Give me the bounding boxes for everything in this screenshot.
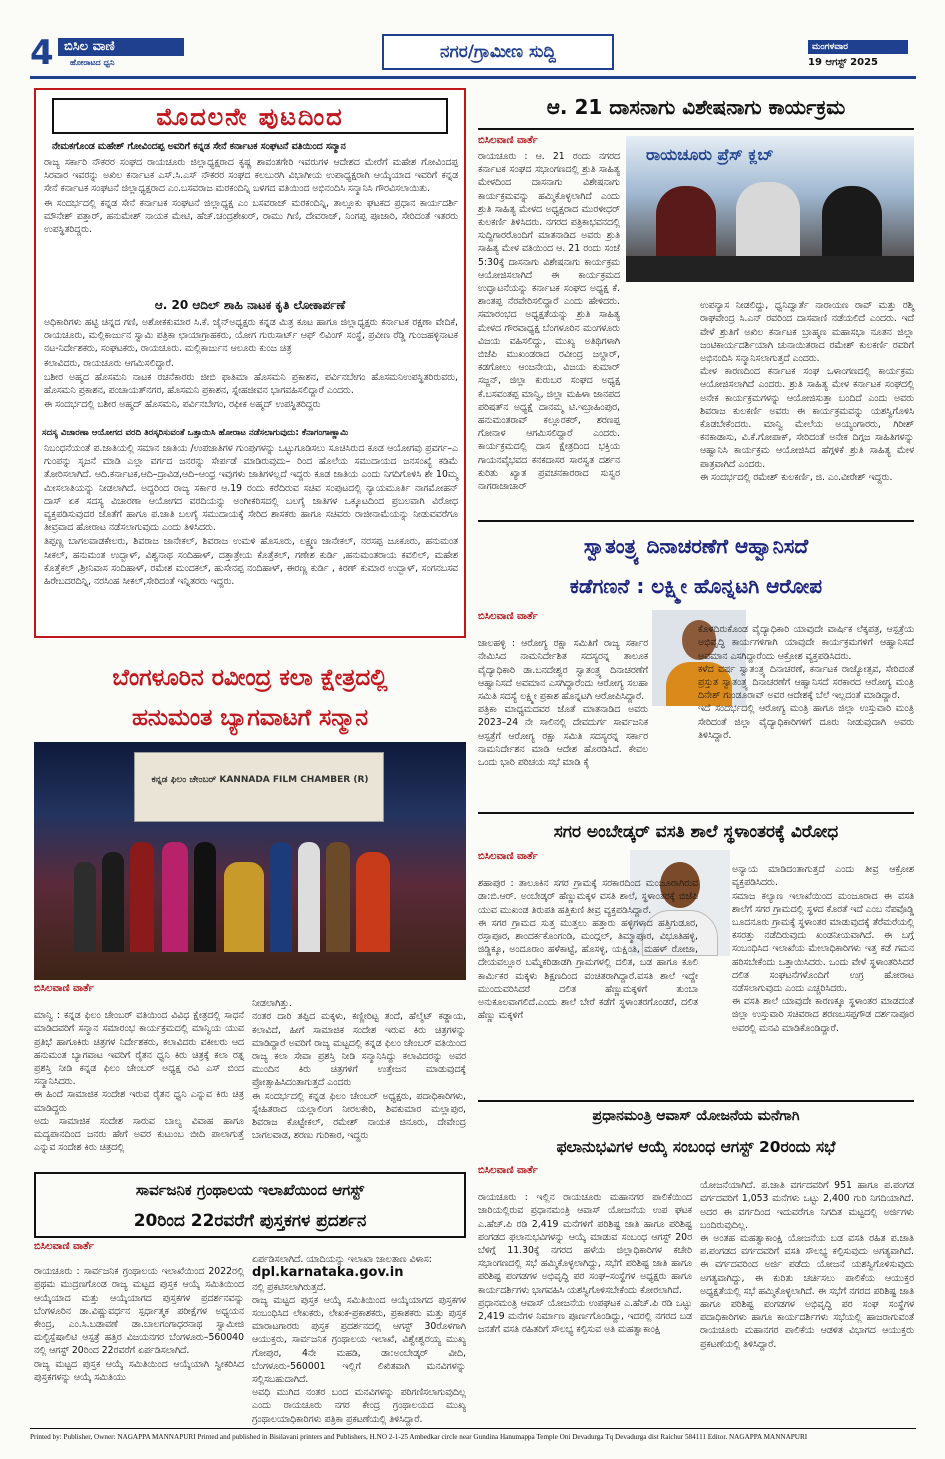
person [326,842,350,952]
story1-body [44,156,458,296]
section-banner [382,34,614,70]
person [102,852,124,952]
headline-line: ಕಡೆಗಣನೆ : ಲಕ್ಷ್ಮೀ ಹೊನ್ನಟಗಿ ಆರೋಪ [569,574,823,598]
right-top-kicker: ಬಿಸಿಲವಾಣಿ ವಾರ್ತೆ [478,135,538,146]
story1-paragraph: ರಾಜ್ಯ ಸರ್ಕಾರಿ ನೌಕರರ ಸಂಘದ ರಾಯಚೂರು ಜಿಲ್ಲಾಧ್ಯಕ್ಷರಾದ ಕೃಷ್ಣ ಶಾವಂತಗೇರಿ ಇವರುಗಳ ಆದೇಶದ ಮೇರೆಗೆ ಮಹೇಶ ಗೋವಿಂದಪ್ಪ ಸಿರವಾರ ಇವರನ್ನು ಅಖಿಲ ಕರ್ನಾಟಕ ಎಸ್.ಸಿ.ಎಸ್ ನೌಕರರ ಸಂಘದ ಕಲಬುರಗಿ ವಿಭಾಗೀಯ ಉಪಾಧ್ಯಕ್ಷರಾಗಿ ಆಯ್ಕೆಯಾದ ಇವರಿಗೆ ಕನ್ನಡ ಸೇನೆ ಕರ್ನಾಟಕ ಸಂಘಟನೆ ಜಿಲ್ಲಾಧ್ಯಕ್ಷರಾದ ಎಂ.ಬಸವರಾಜ ಮರಕಂದಿನ್ನಿ ಬಳಗದ ವತಿಯಿಂದ ಅಭಿನಂದಿಸಿ ಸನ್ಮಾನಿಸಿ ಗೌರವಿಸಲಾಯಿತು. [44,157,458,195]
story3-paragraph: ತಿಪ್ಪಣ್ಣ ಬಾಗಲವಾಡಕೇಲರು, ಶಿವರಾಜ ಜಾನೇಕಲ್, ಶಿವರಾಜ ಉಮಳಿ ಹೊಸೂರು, ಲಕ್ಷ್ಮಣ ಜಾನೇಕಲ್, ನರಸಪ್ಪ ಜೂಕೂರು, ಹನುಮಂತ ಸೀಕಲ್, ಹನುಮಂತ ಉದ್ಬಾಳ್, ವಿಶ್ವನಾಥ ಸಂದಿಹಾಳ್, ದತ್ತಾತ್ರೇಯ ಕೊತ್ತೆಕಲ್, ಗಣೇಶ ಕುರ್ಡಿ ,ಹನುಮಂತರಾಯ ಕವಲಿಲ್, ಮಹೇಶ ಕೊತ್ತೆಕಲ್ ,ಶ್ರೀನಿವಾಸ ಸಂದಿಹಾಳ್, ರಮೇಶ ಮಂದಕಲ್, ಹುಸೇನಪ್ಪ ನಂದಿಹಾಳ್, ಈರಣ್ಣ ಕುರ್ಡಿ , ಕಿರಣ್ ಕುಮಾರ ಉದ್ಬಾಳ್, ಸಂಗನಬಸವ ಹಿರೇಬದರದಿನ್ನಿ, ನರಸಿಂಹ ಸೀಕಲ್,ಸೇರಿದಂತೆ ಇನ್ನಿತರರು ಇದ್ದರು. [44,536,458,588]
divider [478,128,914,130]
left-top-story-box [34,88,466,638]
right-bottom-headline-2: ಫಲಾನುಭವಿಗಳ ಆಯ್ಕೆ ಸಂಬಂಧ ಆಗಸ್ಟ್ 20ರಂದು ಸಭೆ [556,1138,836,1156]
banner-text: ಕನ್ನಡ ಫಿಲಂ ಚೇಂಬರ್ KANNADA FILM CHAMBER (R) [151,775,369,785]
story3-headline: ಸದಸ್ಯ ವಿಚಾರಣಾ ಆಯೋಗದ ವರದಿ ತಿರಸ್ಕರಿಸುವಂತೆ ಒತ್ತಾಯಿಸಿ ಹೋರಾಟ ನಡೆಸಲಾಗುವುದು: ಕೆನಾಗಂಗಾಣ್ಣಾಮಿ [42,428,349,438]
press-meet-photo [626,136,914,282]
masthead-rule [30,76,916,79]
left-bottom-kicker: ಬಿಸಿಲವಾಣಿ ವಾರ್ತೆ [34,1241,94,1252]
section-title: ನಗರ/ಗ್ರಾಮೀಣ ಸುದ್ದಿ [440,42,556,62]
headline-line: 20ರಿಂದ 22ರವರೆಗೆ ಪುಸ್ತಕಗಳ ಪ್ರದರ್ಶನ [133,1211,367,1231]
left-bottom-headline-box [34,1172,466,1238]
story2-headline: ಆ. 20 ಆದಿಲ್ ಶಾಹಿ ನಾಟಕ ಕೃತಿ ಲೋಕಾರ್ಪಣೆ [154,298,346,312]
right-top-col-left: ರಾಯಚೂರು : ಆ. 21 ರಂದು ನಗರದ ಕರ್ನಾಟಕ ಸಂಘದ ಸಭಾಂಗಣದಲ್ಲಿ ಶ್ರುತಿ ಸಾಹಿತ್ಯ ಮೇಳದಿಂದ ದಾಸನಾಗು ವಿಶೇಷನಾಗು ಕಾರ್ಯಕ್ರಮವನ್ನು ಹಮ್ಮಿಕೊಳ್ಳಲಾಗಿದೆ ಎಂದು ಶ್ರುತಿ ಸಾಹಿತ್ಯ ಮೇಳದ ಅಧ್ಯಕ್ಷರಾದ ಮುರಳೀಧರ್ ಕುಲಕರ್ಣಿ ತಿಳಿಸಿದರು. ನಗರದ ಪತ್ರಿಕಾಭವನದಲ್ಲಿ ಸುದ್ದಿಗಾರರೊಂದಿಗೆ ಮಾತನಾಡಿದ ಅವರು ಶ್ರುತಿ ಸಾಹಿತ್ಯ ಮೇಳ ವತಿಯಿಂದ ಆ. 21 ರಂದು ಸಂಜೆ 5:30ಕ್ಕೆ ದಾಸನಾಗು ವಿಶೇಷನಾಗು ಕಾರ್ಯಕ್ರಮ ಆಯೋಜಿಸಲಾಗಿದೆ ಈ ಕಾರ್ಯಕ್ರಮದ ಉದ್ಘಾಟನೆಯನ್ನು ಕರ್ನಾಟಕ ಸಂಘದ ಅಧ್ಯಕ್ಷ ಕೆ. ಶಾಂತಪ್ಪ ನೆರವೇರಿಸಲಿದ್ದಾರೆ ಎಂದು ಹೇಳಿದರು. ಸಮಾರಂಭದ ಅಧ್ಯಕ್ಷತೆಯನ್ನು ಶ್ರುತಿ ಸಾಹಿತ್ಯ ಮೇಳದ ಗೌರವಾಧ್ಯಕ್ಷ ಬೆಂಗಳೂರಿನ ಮಂಗಳೂರು ವಿಜಯ ವಹಿಸಲಿದ್ದು, ಮುಖ್ಯ ಅತಿಥಿಗಳಾಗಿ ಬಿಜೆಪಿ ಮುಖಂಡರಾದ ರವೀಂದ್ರ ಜಲ್ದಾರ್, ಕಡಗೋಲು ಆಂಜನೇಯ, ವಿಜಯ ಕುಮಾರ್ ಸಜ್ಜನ್, ಜಿಲ್ಲಾ ಕುರುಬರ ಸಂಘದ ಅಧ್ಯಕ್ಷ ಕೆ.ಬಸವಂತಪ್ಪ ಮಾನ್ವಿ, ಜಿಲ್ಲಾ ಮಹಿಳಾ ಜಾನಪದ ಪರಿಷತ್‌ನ ಅಧ್ಯಕ್ಷೆ ದಾನಮ್ಮ ಟಿ.ಇಬ್ರಾಹಿಂಪುರ, ಹನುಮಂತರಾವ್ ಕಲ್ಲೂರಕರ್, ಶರಣಪ್ಪ ಗೋನಾಳ ಆಗಮಿಸಲಿದ್ದಾರೆ ಎಂದರು. ಕಾರ್ಯಕ್ರಮದಲ್ಲಿ ದಾಸ ಕ್ಷೇತ್ರದಿಂದ ಭಕ್ತಿಯ ಗಾಯನವೈಭವದ ಕನಕದಾಸರ ಸಾರಸ್ವತ ದರ್ಶನ ಕುರಿತು ಖ್ಯಾತ ಪ್ರವಚನಕಾರರಾದ ಸುಸ್ವರ ನಾಗರಾಜಾಚಾರ್ [478,151,620,493]
person [130,842,154,952]
story2-paragraph: ಈ ಸಂದರ್ಭದಲ್ಲಿ ಬಶೀರ ಅಹ್ಮದ್ ಹೊಸಮನಿ, ಪರ್ವಿನಬೇಗಂ, ರಫೀಕ ಅಹ್ಮದ್ ಉಪಸ್ಥಿತರಿದ್ದರು [44,399,321,411]
person [194,842,216,952]
right-lower-col-right: ಅನ್ಯಾಯ ಮಾಡಿದಂತಾಗುತ್ತದೆ ಎಂದು ತೀವ್ರ ಆಕ್ರೋಶ ವ್ಯಕ್ತಪಡಿಸಿದರು. ಸಮಾಜ ಕಲ್ಯಾಣ ಇಲಾಖೆಯಿಂದ ಮಂಜೂರಾದ ಈ ವಸತಿ ಶಾಲೆಗೆ ಸಗರ ಗ್ರಾಮದಲ್ಲಿ ಸ್ಥಳದ ಕೊರತೆ ಇದೆ ಎಂಬ ನೆಪವೊಡ್ಡಿ ಬೂದನೂರು ಗ್ರಾಮಕ್ಕೆ ಸ್ಥಳಾಂತರ ಮಾಡುವುದಕ್ಕೆ ತೆರೆಮರೆಯಲ್ಲಿ ಕಸರತ್ತು ನಡೆದಿರುವುದು ಖಂಡನೀಯವಾಗಿದೆ. ಈ ಬಗ್ಗೆ ಸಂಬಂಧಿಸಿದ ಇಲಾಖೆಯ ಮೇಲಾಧಿಕಾರಿಗಳು ಇತ್ತ ಕಡೆ ಗಮನ ಹರಿಸಬೇಕೆಂದು ಒತ್ತಾಯಿಸಿದರು. ಒಂದು ವೇಳೆ ಸ್ಥಳಾಂತರಿಸಿದರೆ ದಲಿತ ಸಂಘಟನೆಗಳೊಂದಿಗೆ ಉಗ್ರ ಹೋರಾಟ ನಡೆಸಲಾಗುವುದು ಎಂದು ಎಚ್ಚರಿಸಿದರು. ಈ ವಸತಿ ಶಾಲೆ ಯಾವುದೇ ಕಾರಣಕ್ಕೂ ಸ್ಥಳಾಂತರ ಮಾಡದಂತೆ ಜಿಲ್ಲಾ ಉಸ್ತುವಾರಿ ಸಚಿವರಾದ ಶರಣಬಸಪ್ಪಗೌಡ ದರ್ಶನಾಪೂರ ಅವರಲ್ಲಿ ಮನವಿ ಮಾಡಿಕೊಂಡಿದ್ದಾರೆ. [732,864,914,1034]
story3-body [44,442,458,634]
page-number: 4 [30,33,54,73]
person [356,852,390,952]
right-lower-headline: ಸಗರ ಅಂಬೇಡ್ಕರ್ ವಸತಿ ಶಾಲೆ ಸ್ಥಳಾಂತರಕ್ಕೆ ವಿರೋಧ [553,822,839,842]
person [224,862,264,952]
masthead [0,0,945,80]
left-mid-col1: ಮಾನ್ವಿ : ಕನ್ನಡ ಫಿಲಂ ಚೇಂಬರ್ ವತಿಯಿಂದ ವಿವಿಧ ಕ್ಷೇತ್ರದಲ್ಲಿ ಸಾಧನೆ ಮಾಡಿದವರಿಗೆ ಸನ್ಮಾನ ಸಮಾರಂಭ ಕಾರ್ಯಕ್ರಮದಲ್ಲಿ ಮಾನ್ವಿಯ ಯುವ ಪ್ರತಿಭೆ ಹಾಗೂಕಿರು ಚಿತ್ರಗಳ ನಿರ್ದೇಶಕರು, ಕಲಾವಿದರು ವಕೀಲರು ಆದ ಹನುಮಂತ ಬ್ಯಾಗವಾಟ ಇವರಿಗೆ ರೈತನ ಧ್ವನಿ ಕಿರು ಚಿತ್ರಕ್ಕೆ ಕಲಾ ರತ್ನ ಪ್ರಶಸ್ತಿ ನೀಡಿ ಕನ್ನಡ ಫಿಲಂ ಚೇಂಬರ್ ಅಧ್ಯಕ್ಷ ರವಿ ಎಸ್ ಬಿಂದ ಸನ್ಮಾನಿಸಿದರು. ಈ ಹಿಂದೆ ಸಾಮಾಜಿಕ ಸಂದೇಶ ಇರುವ ರೈತನ ಧ್ವನಿ ಎನ್ನುವ ಕಿರು ಚಿತ್ರ ಮಾಡಿದ್ದರು ಅದು ಸಾಮಾಜಿಕ ಸಂದೇಶ ಸಾರುವ ಬಾಲ್ಯ ವಿವಾಹ ಹಾಗೂ ಮದ್ಯಪಾನದಿಂದ ಜನರು ಹೇಗೆ ಅವರ ಕುಟುಂಬ ಬೀದಿ ಪಾಲಾಗುತ್ತೆ ಎನ್ನುವ ಸಂದೇಶ ಕಿರು ಚಿತ್ರದಲ್ಲಿ [34,1010,244,1154]
stage-banner [134,752,384,822]
paper-name: ಬಿಸಿಲ ವಾಣಿ [58,38,184,56]
masthead-logo-block [30,33,185,73]
story1-headline: ನೇಮಕಗೊಂಡ ಮಹೇಶ್ ಗೋವಿಂದಪ್ಪ ಅವರಿಗೆ ಕನ್ನಡ ಸೇನೆ ಕರ್ನಾಟಕ ಸಂಘಟನೆ ವತಿಯಿಂದ ಸನ್ಮಾನ [52,141,346,152]
right-bottom-kicker: ಬಿಸಿಲವಾಣಿ ವಾರ್ತೆ [478,1165,538,1176]
issue-date: 19 ಆಗಸ್ಟ್ 2025 [808,57,878,68]
table [626,256,914,282]
right-bottom-col-right: ಯೋಜನೆಯಾಗಿದೆ. ಪ.ಜಾತಿ ವರ್ಗದವರಿಗೆ 951 ಹಾಗೂ ಪ.ಪಂಗಡ ವರ್ಗದವರಿಗೆ 1,053 ಮನೆಗಳು ಒಟ್ಟು 2,400 ಗುರಿ ನಿಗದಿಯಾಗಿದೆ. ಅದರ ಈ ವರ್ಗದಿಂದ ಇದುವರೆಗೂ ನಿಗದಿತ ಮಟ್ಟದಲ್ಲಿ ಅರ್ಜಿಗಳು ಬಂದಿರುವುದಿಲ್ಲ. ಈ ಅಂತಹ ಮಹತ್ವಾಕಾಂಕ್ಷಿ ಯೋಜನೆಯ ಬಡ ವಸತಿ ರಹಿತ ಪ.ಜಾತಿ ಪ.ಪಂಗಡದ ವರ್ಗದವರಿಗೆ ವಸತಿ ಸೌಲಭ್ಯ ಕಲ್ಪಿಸುವುದು ಅಗತ್ಯವಾಗಿದೆ. ಈ ವರ್ಗದವರಿಂದ ಅರ್ಜಿ ಪಡೆದು ಯೋಜನೆ ಯಶಸ್ವಿಗೊಳಿಸುವುದು ಅಗತ್ಯವಾಗಿದ್ದು, ಈ ಕುರಿತು ಚರ್ಚಿಸಲು ಪಾಲಿಕೆಯ ಆಯುಕ್ತರ ಅಧ್ಯಕ್ಷತೆಯಲ್ಲಿ ಸಭೆ ಹಮ್ಮಿಕೊಳ್ಳಲಾಗಿದೆ. ಈ ಸಭೆಗೆ ನಗರದ ಪರಿಶಿಷ್ಟ ಜಾತಿ ಹಾಗೂ ಪರಿಶಿಷ್ಟ ಪಂಗಡಗಳ ಅಭಿವೃದ್ಧಿ ಪರ ಸಂಘ ಸಂಸ್ಥೆಗಳ ಪದಾಧಿಕಾರಿಗಳು ಹಾಗೂ ಕಾರ್ಯದರ್ಶಿಗಳು ಸಭೆಯಲ್ಲಿ ಹಾಜರಾಗುವಂತೆ ರಾಯಚೂರು ಮಹಾನಗರ ಪಾಲಿಕೆಯ ಆಡಳಿತ ವಿಭಾಗದ ಆಯುಕ್ತರು ಪ್ರಕಟಣೆಯಲ್ಲಿ ತಿಳಿಸಿದ್ದಾರೆ. [700,1180,914,1350]
left-mid-headline [34,660,466,736]
headline-line: ಸಾರ್ವಜನಿಕ ಗ್ರಂಥಾಲಯ ಇಲಾಖೆಯಿಂದ ಆಗಸ್ಟ್ [135,1181,365,1199]
right-top-col-right: ಉಪನ್ಯಾಸ ನೀಡಲಿದ್ದು, ಧ್ವನಿದ್ವಾರ್ತೆ ನಾರಾಯಣ ರಾವ್ ಮತ್ತು ರಶ್ಮಿ ರಾಘವೇಂದ್ರ ಸಿ.ಎನ್ ರವರಿಂದ ದಾಸವಾಣಿ ನಡೆಯಲಿದೆ ಎಂದರು. ಇದೆ ವೇಳೆ ಶ್ರುತಿಗೆ ಅಖಿಲ ಕರ್ನಾಟಕ ಬ್ರಾಹ್ಮಣ ಮಹಾಸಭಾ ನೂತನ ಜಿಲ್ಲಾ ಜಂಟಿಕಾರ್ಯದರ್ಶಿಯಾಗಿ ಚುನಾಯಿತರಾದ ರಮೇಶ್ ಕುಲಕರ್ಣಿ ರವರಿಗೆ ಅಭಿನಂದಿಸಿ ಸನ್ಮಾನಿಸಲಾಗುತ್ತದೆ ಎಂದರು. ಮೇಳ ಕಾರಣದಿಂದ ಕರ್ನಾಟಕ ಸಂಘ ಒಳಾಂಗಣದಲ್ಲಿ ಕಾರ್ಯಕ್ರಮ ಆಯೋಜಿಸಲಾಗಿದೆ ಎಂದರು. ಶ್ರುತಿ ಸಾಹಿತ್ಯ ಮೇಳ ಕರ್ನಾಟಕ ಸಂಘದಲ್ಲಿ ಅನೇಕ ಕಾರ್ಯಕ್ರಮಗಳನ್ನು ಆಯೋಜಿಸುತ್ತಾ ಬಂದಿದೆ ಎಂದು ಅವರು ಶಿವರಾಜ ಕುಲಕರ್ಣಿ ಅವರು ಈ ಕಾರ್ಯಕ್ರಮವನ್ನು ಯಶಸ್ವಿಗೊಳಿಸಿ ಕೊಡಬೇಕೆಂದರು. ಮಾನ್ವಿ ಮೇಲೆಯ ಅಯ್ಯಂಗಾರರು, ಗಿರೀಶ್ ಕನಕಾಡಾಸು, ವಿ.ಕೆ.ಗೋಪಾಕ್, ಸೇರಿದಂತೆ ಅನೇಕ ದಿಗ್ಗಜ ಸಾಹಿತಿಗಳನ್ನು ಆಹ್ವಾನಿಸಿ ಕಾರ್ಯಕ್ರಮ ಆಯೋಜಿಸಿದ ಹೆಗ್ಗಳಿಕೆ ಶ್ರುತಿ ಸಾಹಿತ್ಯ ಮೇಳ ಪಾತ್ರವಾಗಿದೆ ಎಂದರು. ಈ ಸಂದರ್ಭದಲ್ಲಿ ರಮೇಶ್ ಕುಲಕರ್ಣಿ, ಜಿ. ಎಂ.ವೀರೇಶ್ ಇದ್ದರು. [700,300,914,483]
divider [478,1100,914,1102]
right-lower-kicker: ಬಿಸಿಲವಾಣಿ ವಾರ್ತೆ [478,851,538,862]
headline-line: ಬೆಂಗಳೂರಿನ ರವೀಂದ್ರ ಕಲಾ ಕ್ಷೇತ್ರದಲ್ಲಿ [112,665,388,691]
left-bottom-col2: ಏರ್ಪಡಿಸಲಾಗಿದೆ. ಯಾದಿಯನ್ನು ಇಲಾಖಾ ಜಾಲತಾಣ ವಿಳಾಸ: dpl.karnataka.gov.in ನಲ್ಲಿ ಪ್ರಕಟಿಸಲಾಗಿರುತ್ತದೆ. ರಾಜ್ಯ ಮಟ್ಟದ ಪುಸ್ತಕ ಆಯ್ಕೆ ಸಮಿತಿಯಿಂದ ಆಯ್ಕೆಯಾಗದ ಪುಸ್ತಕಗಳ ಸಂಬಂಧಿಸಿದ ಲೇಖಕರು, ಲೇಖಕ-ಪ್ರಕಾಶಕರು, ಪ್ರಕಾಶಕರು ಮತ್ತು ಪುಸ್ತಕ ಮಾರಾಟಗಾರರು ಪುಸ್ತಕ ಪ್ರದರ್ಶನದಲ್ಲಿ ಆಗಸ್ಟ್ 30ರೊಳಗಾಗಿ ಆಯುಕ್ತರು, ಸಾರ್ವಜನಿಕ ಗ್ರಂಥಾಲಯ ಇಲಾಖೆ, ವಿಶ್ವೇಶ್ವರಯ್ಯ ಮುಖ್ಯ ಗೋಪುರ, 4ನೇ ಮಹಡಿ, ಡಾ:ಅಂಬೇಡ್ಕರ್ ವೀದಿ, ಬೆಂಗಳೂರು-560001 ಇಲ್ಲಿಗೆ ಲಿಖಿತವಾಗಿ ಮನವಿಗಳನ್ನು ಸಲ್ಲಿಸಬಹುದಾಗಿದೆ. ಅವಧಿ ಮುಗಿದ ನಂತರ ಬಂದ ಮನವಿಗಳನ್ನು ಪರಿಗಣಿಸಲಾಗುವುದಿಲ್ಲ ಎಂದು ರಾಯಚೂರು ನಗರ ಕೇಂದ್ರ ಗ್ರಂಥಾಲಯದ ಮುಖ್ಯ ಗ್ರಂಥಾಲಯಾಧಿಕಾರಿಗಳು ಪತ್ರಿಕಾ ಪ್ರಕಟಣೆಯಲ್ಲಿ ತಿಳಿಸಿದ್ದಾರೆ. [252,1254,466,1425]
person [74,862,96,952]
people-group [74,822,424,952]
paper-tagline: ಹೋರಾಟದ ಧ್ವನಿ [70,58,115,67]
person [270,842,292,952]
right-top-col-bottom [478,286,692,514]
right-mid-col-left: ಜಾಲಹಳ್ಳಿ : ಆರೋಗ್ಯ ರಕ್ಷಾ ಸಮಿತಿಗೆ ರಾಜ್ಯ ಸರ್ಕಾರ ನೇಮಿಸಿದ ನಾಮನಿರ್ದೇಶಿತ ಸದಸ್ಯರನ್ನ ತಾಲೂಕ ವೈದ್ಯಾಧಿಕಾರಿ ಡಾ.ಬನದೇಶ್ವರ ಸ್ವಾತಂತ್ರ್ಯ ದಿನಾಚರಣೆಗೆ ಆಹ್ವಾನಿಸದೆ ಅವಮಾನ ಎಸಗಿದ್ದಾರೆಂದು ಆರೋಗ್ಯ ಸಲಹಾ ಸಮಿತಿ ಸದಸ್ಯೆ ಲಕ್ಷ್ಮೀ ಪ್ರಕಾಶ ಹೊನ್ನಟಗಿ ಆರೋಪಿಸಿದ್ದಾರೆ. ಪತ್ರಿಕಾ ಮಾಧ್ಯಮದವರ ಜೊತೆ ಮಾತನಾಡಿದ ಅವರು 2023–24 ನೇ ಸಾಲಿನಲ್ಲಿ ದೇವದುರ್ಗ ಸಾರ್ವಜನಿಕ ಆಸ್ಪತ್ರೆಗೆ ಆರೋಗ್ಯ ರಕ್ಷಾ ಸಮಿತಿ ಸದಸ್ಯರನ್ನ ಸರ್ಕಾರ ನಾಮನಿರ್ದೇಶನ ಮಾಡಿ ಆದೇಶ ಹೊರಡಿಸಿದೆ. ಕೇವಲ ಒಂದು ಭಾರಿ ಪರಿಚಯ ಸಭೆ ಮಾಡಿ ಕೈ [478,638,648,769]
right-bottom-headline-1: ಪ್ರಧಾನಮಂತ್ರಿ ಆವಾಸ್ ಯೋಜನೆಯ ಮನೆಗಾಗಿ [592,1108,800,1124]
continued-banner: ಮೊದಲನೇ ಪುಟದಿಂದ [52,98,448,134]
left-bottom-col1: ರಾಯಚೂರು : ಸಾರ್ವಜನಿಕ ಗ್ರಂಥಾಲಯ ಇಲಾಖೆಯಿಂದ 2022ರಲ್ಲಿ ಪ್ರಥಮ ಮುದ್ರಣಗೊಂಡ ರಾಜ್ಯ ಮಟ್ಟದ ಪುಸ್ತಕ ಆಯ್ಕೆ ಸಮಿತಿಯಿಂದ ಆಯ್ಕೆಯಾದ ಮತ್ತು ಆಯ್ಕೆಯಾಗದ ಪುಸ್ತಕಗಳ ಪ್ರದರ್ಶನವನ್ನು ಬೆಂಗಳೂರಿನ ಡಾ.ವಿಷ್ಣುವರ್ಧನ ಸ್ಪರ್ಧಾತ್ಮಕ ಪರೀಕ್ಷೆಗಳ ಅಧ್ಯಯನ ಕೇಂದ್ರ, ಎಂ.ಸಿ.ಬಡಾವಣೆ ಡಾ.ಬಾಲಗಂಗಾಧರನಾಥ ಸ್ವಾಮೀಜಿ ಮಲ್ಟಿಸ್ಪೆಷಾಲಿಟಿ ಆಸ್ಪತ್ರೆ ಹತ್ತಿರ ವಿಜಯನಗರ ಬೆಂಗಳೂರು–560040 ನಲ್ಲಿ ಆಗಸ್ಟ್ 20ರಿಂದ 22ರವರೆಗೆ ಏರ್ಪಡಿಸಲಾಗಿದೆ. ರಾಜ್ಯ ಮಟ್ಟದ ಪುಸ್ತಕ ಆಯ್ಕೆ ಸಮಿತಿಯಿಂದ ಆಯ್ಕೆಯಾಗಿ ಸ್ವೀಕರಿಸಿದ ಪುಸ್ತಕಗಳನ್ನು ಆಯ್ಕೆ ಸಮಿತಿಯು [34,1266,244,1383]
headline-line: ಸ್ವಾತಂತ್ರ್ಯ ದಿನಾಚರಣೆಗೆ ಆಹ್ವಾನಿಸದೆ [583,534,809,558]
right-lower-col-left: ಶಹಾಪುರ : ತಾಲೂಕಿನ ಸಗರ ಗ್ರಾಮಕ್ಕೆ ಸರಕಾರದಿಂದ ಮಂಜೂರಾಗಿರುವ ಡಾ:ಬಿ.ಆರ್. ಅಂಬೇಡ್ಕರ್ ಹೆಣ್ಣುಮಕ್ಕಳ ವಸತಿ ಶಾಲೆ, ಸ್ಥಳಾಂತರಕ್ಕೆ ಬಿಜೆಪಿ ಯುವ ಮುಖಂಡ ತಿರುಪತಿ ಹತ್ತಿಕುಣಿ ತೀವ್ರ ವ್ಯಕ್ತಪಡಿಸಿದ್ದಾರೆ. ಈ ಸಗರ ಗ್ರಾಮದ ಸುತ್ತ ಮುತ್ತಲು ಹತ್ತಾರು ಹಳ್ಳಿಗಳಾದ ಹತ್ತಿಗುಡೂರ, ರಸ್ತಾಪೂರ, ಶಾಂದರ್ಕಕೊಂಗಂಡಿ, ಮಂದ್ಗಲ್, ತಿಮ್ಮಾಪೂರ, ವಿಭೂತಿಹಳ್ಳಿ, ಜಿಡ್ಡಿಕ್ಕೂ, ಅಂದೂರಾಂ ಹಳೆಕಾಟ್ಟೆ, ಹೊಸಳ್ಳಿ, ಯಕ್ಷಿಂತಿ, ಮಹಳ್ ರೋಜಾ, ದೇಯವಲ್ಲೂರ ಬಮ್ಮೆಕರಿಡಾಡಗಿ ಗ್ರಾಮಗಳಲ್ಲಿ ದಲಿತ, ಬಡ ಹಾಗೂ ಕೂಲಿ ಕಾರ್ಮಿಕರ ಮಕ್ಕಳು ಶಿಕ್ಷಣದಿಂದ ವಂಚಿತರಾಗಿದ್ದಾರೆ.ವಸತಿ ಶಾಲೆ ಇದ್ದೇ ಮುಂದುವರಿಸಿದರೆ ದಲಿತ ಹೆಣ್ಣುಮಕ್ಕಳಿಗೆ ತುಂಬಾ ಅನುಕೂಲವಾಗಲಿದೆ.ಎಂದು ಶಾಲೆ ಬೇರೆ ಕಡೆಗೆ ಸ್ಥಳಾಂತರಗೊಂಡರೆ, ದಲಿತ ಹೆಣ್ಣು ಮಕ್ಕಳಿಗೆ [478,878,698,1022]
left-mid-col2: ನೀಡಲಾಗಿತ್ತು. ನಂತರ ದಾರಿ ತಪ್ಪಿದ ಮಕ್ಕಳು, ಕಣ್ಣೀರಿಟ್ಟ ತಂದೆ, ಹೆಲ್ಮೆಟ್ ಕಡ್ಡಾಯ, ಕಲಾವಿದೆ, ಹೀಗೆ ಸಾಮಾಜಿಕ ಸಂದೇಶ ಇರುವ ಕಿರು ಚಿತ್ರಗಳನ್ನು ಮಾಡಿದ್ದಾರೆ ಅವರಿಗೆ ರಾಜ್ಯ ಮಟ್ಟದಲ್ಲಿ ಕನ್ನಡ ಫಿಲಂ ಚೇಂಬರ್ ವತಿಯಿಂದ ರಾಜ್ಯ ಕಲಾ ಸೇವಾ ಪ್ರಶಸ್ತಿ ನೀಡಿ ಸನ್ಮಾನಿಸಿದ್ದು ಕಲಾವಿದರನ್ನು ಅವರ ಮುಂದಿನ ಕಿರು ಚಿತ್ರಗಳಿಗೆ ಉತ್ತೇಜನ ಮಾಡುವುದಕ್ಕೆ ಪ್ರೋತ್ಸಾಹಿಸಿದಂತಾಗುತ್ತದೆ ಎಂದರು ಈ ಸಂದರ್ಭದಲ್ಲಿ ಕನ್ನಡ ಫಿಲಂ ಚೇಂಬರ್ ಅಧ್ಯಕ್ಷರು, ಪದಾಧಿಕಾರಿಗಳು, ಸ್ನೇಹಿತರಾದ ಯಲ್ಲಾಲಿಂಗ ನೀರಲಕೇರಿ, ಶಿವಕುಮಾರ ಮಲ್ಲಾಪುರ, ಶಿವರಾಜ ಕೊಟ್ಟೇಕಲ್, ರಮೇಶ್ ನಾಯಕ ಜಿನೂರು, ದೇವೇಂದ್ರ ಬಾಗಲವಾಡ, ಶರಣು ಗುರಿಕಾರ, ಇದ್ದರು [252,998,466,1142]
story2-paragraph: ಅಧಿಕಾರಿಗಳು ಹಟ್ಟಿ ಚಿನ್ನದ ಗಣಿ, ಅಶೋಕಕುಮಾರ ಸಿ.ಕೆ. ಜೈನ್‌ಅಧ್ಯಕ್ಷರು ಕನ್ನಡ ಮಿತ್ರ ಕೂಟ ಹಾಗೂ ಜಿಲ್ಲಾಧ್ಯಕ್ಷರು ಕರ್ನಾಟಕ ರಕ್ಷಣಾ ವೇದಿಕೆ, ರಾಯಚೂರು, ಮಲ್ಲಿಕಾರ್ಜುನ ಸ್ವಾಮಿ ಪತ್ರಿಕಾ ಛಾಯಾಗ್ರಾಹಕರು, ಯೋಗ ಗುರುಸಾರ್ಟ್ ಆಫ್ ಲಿವಿಂಗ್ ಸಂಸ್ಥೆ, ಪ್ರವೀಣ ರೆಡ್ಡಿ ಗುಂಜಹಳ್ಳಿನಾಟಕ ನಟ-ನಿರ್ದೇಶಕರು, ಸಂಘಟಕರು, ರಾಯಚೂರು. ಮಲ್ಲಿಕಾರ್ಜುನ ಆಲೂರು ಕುಂಜ ಚಿತ್ರ [44,317,458,355]
right-top-headline: ಆ. 21 ದಾಸನಾಗು ವಿಶೇಷನಾಗು ಕಾರ್ಯಕ್ರಮ [546,95,846,119]
left-mid-kicker: ಬಿಸಿಲವಾಣಿ ವಾರ್ತೆ [34,983,94,994]
story2-paragraph: ಕಲಾವಿದರು, ರಾಯಚೂರು ಆಗಮಿಸಲಿದ್ದಾರೆ. [44,357,174,369]
weekday: ಮಂಗಳವಾರ [808,40,908,54]
story3-paragraph: ನಿಬಂಧನೆಯಂತೆ ಪ.ಜಾತಿಯಲ್ಲಿ ಸಮಾನ ಜಾತಿಯ /ಉಪಜಾತಿಗಳ ಗುಂಪುಗಳನ್ನು ಒಟ್ಟುಗೂಡಿಸಲು ಸೂಚಿಸಿರುದ ಕೂಡ ಆಯೋಗವು ಪ್ರವರ್ಗ–ಎ ಗುಂಪನ್ನು ಸೃಜನೆ ಮಾಡಿ ಎಲ್ಲಾ ವರ್ಗದ ಜನರನ್ನು ಸೇರ್ಪಡೆ ಮಾಡಿರುವುದು– ರಿಂದ ಹೊಲೆಯ ಸಮುದಾಯದ ಜನಸಂಖ್ಯೆ ಕಡಿಮೆ ತೋರಿಸಲಾಗಿದೆ. ಆದಿ.ಕರ್ನಾಟಕ,ಆದಿ–ದ್ರಾವಿಡ,ಆದಿ–ಆಂಧ್ರ ಇವುಗಳು ಜಾತಿಗಳಲ್ಲದೆ ಇದ್ದರು ಕೂಡ ಜಾತಿಯ ಎಂದು ನಿಗದಿಗೊಳಿಸಿ ಶೇ 10ಮ್ಮ ಮೀಸಲಾತಿಯನ್ನು ನೀಡಲಾಗಿದೆ. ಅದ್ದರಿಂದ ರಾಜ್ಯ ಸರ್ಕಾರ ಆ.19 ರಂದು ಕರೆದಿರುವ ಸಚಿವ ಸಂಪುಟದಲ್ಲಿ ನ್ಯಾಯಮೂರ್ತಿ ನಾಗಮೋಹನ್ ದಾಸ್ ಏಕ ಸದಸ್ಯ ವಿಚಾರಣಾ ಆಯೋಗದ ವರದಿಯನ್ನು ಅಂಗೀಕರಿಸದಲ್ಲಿ ಬಲಗೈ ಜಾತಿಗಳ ಒಕ್ಕೂಟದಿಂದ ಪ್ರಬಲವಾಗಿ ವಿರೋಧ ವ್ಯಕ್ತಪಡಿಸುವುದರ ಜೊತೆಗೆ ಹಾಗೂ ಪ.ಜಾತಿ ಬಲಗೈ ಸಮುದಾಯಕ್ಕೆ ಸೇರಿದ ಶಾಸಕರು ಹಾಗೂ ಸಚಿವರು ರಾಜೀನಾಮೆಯನ್ನು ನೀಡುವವರೆಗೂ ತೀವ್ರವಾದ ಹೋರಾಟ ನಡೆಸಲಾಗುವುದು ಎಂದು ತಿಳಿಸಿದರು. [44,443,458,534]
divider [478,812,914,814]
footer-rule [30,1428,916,1429]
website-link[interactable]: dpl.karnataka.gov.in [252,1265,404,1281]
person [162,842,188,952]
press-club-banner: ರಾಯಚೂರು ಪ್ರೆಸ್ ಕ್ಲಬ್ [646,145,774,164]
right-mid-col-right: ಕೊಳದಿರುಕೊಂಡ ವೈದ್ಯಾಧಿಕಾರಿ ಯಾವುದೇ ವಾರ್ಷಿಕ ಲೆಕ್ಕಪತ್ರ, ಆಸ್ಪತ್ರೆಯ ಅಭಿವೃದ್ಧಿ ಕಾರ್ಯಗಳಿಗಾಗಿ ಯಾವುದೇ ಕಾರ್ಯಕ್ರಮಗಳಿಗೆ ಆಹ್ವಾನಿಸದೆ ಅವಮಾನ ಎಸಗಿದ್ದಾರೆಂದು ಆಕ್ರೋಶ ವ್ಯಕ್ತಪಡಿಸಿದರು. ಕಳೆದ ವರ್ಷ ಸ್ವಾತಂತ್ರ್ಯ ದಿನಾಚರಣೆ, ಕರ್ನಾಟಕ ರಾಜ್ಯೋತ್ಸವ, ಸೇರಿದಂತೆ ಪ್ರಸ್ತುತ ಸ್ವಾತಂತ್ರ್ಯ ದಿನಾಚರಣೆಗೆ ಆಹ್ವಾನಿಸದೆ ಸರಕಾರದ ಆರೋಗ್ಯ ಮಂತ್ರಿ ದಿನೇಶ್ ಗುಂಡೂರಾವ್ ಅವರ ಆದೇಶಕ್ಕೆ ಬೆಲೆ ಇಲ್ಲದಂತೆ ಮಾಡಿದ್ದಾರೆ. ಇದೆ ಸಂದರ್ಭದಲ್ಲಿ ಆರೋಗ್ಯ ಮಂತ್ರಿ ಹಾಗೂ ಜಿಲ್ಲಾ ಉಸ್ತುವಾರಿ ಮಂತ್ರಿ ಸೇರಿದಂತೆ ಜಿಲ್ಲಾ ವೈದ್ಯಾಧಿಕಾರಿಗಳಿಗೆ ದೂರು ನೀಡುವುದಾಗಿ ಅವರು ತಿಳಿಸಿದ್ದಾರೆ. [698,624,914,741]
person [298,842,320,952]
story1-paragraph: ಈ ಸಂದರ್ಭದಲ್ಲಿ ಕನ್ನಡ ಸೇನೆ ಕರ್ನಾಟಕ ಸಂಘಟನೆ ಜಿಲ್ಲಾಧ್ಯಕ್ಷ ಎಂ ಬಸವರಾಜ್ ಮರಕಂದಿನ್ನಿ, ತಾಲ್ಲೂಕು ಘಟಕದ ಪ್ರಧಾನ ಕಾರ್ಯದರ್ಶಿ ಮೌನೇಶ್ ಪತ್ತಾರ್, ಹನುಮೇಶ್ ನಾಯಕ ಮೇಟಿ, ಹೆಚ್.ಚಂದ್ರಶೇಖರ್, ರಾಮು ಗಿಣಿ, ದೇವರಾಜ್, ನಿಂಗಪ್ಪ ಪೂಜಾರಿ, ಸೇರಿದಂತೆ ಇತರರು ಉಪಸ್ಥಿತರಿದ್ದರು. [44,197,458,236]
honor-photo [34,742,466,980]
footer-imprint: Printed by: Publisher, Owner: NAGAPPA MANNAPURI Printed and published in Bisilavani printers and Publishers, H.NO 2-1-25 Ambedkar circle near Gundina Hanumappa Temple Oni Devadurga Tq Devadurga dist Raichur 584111 Editor. NAGAPPA MANNAPURI [30,1433,808,1441]
headline-line: ಹನುಮಂತ ಬ್ಯಾಗವಾಟಗೆ ಸನ್ಮಾನ [131,705,369,731]
right-mid-headline-box [478,520,914,608]
story2-paragraph: ಬಶೀರ ಅಹ್ಮದ ಹೊಸಮನಿ ನಾಟಕ ರಚನೆಕಾರರು ಜೀಬಿ ಫಾತಿಮಾ ಹೊಸಮನಿ ಪ್ರಕಾಶನ, ಪರ್ವಿನಬೇಗಂ ಹೊಸಮನಿಉಪಸ್ಥಿತರಿರುವರು, ಹೊಸಮನಿ ಪ್ರಕಾಶನ, ಪಂಚಾಯತ್‌ನಗರ, ಹೊಸಮನಿ ಪ್ರಕಾಶನ, ಸ್ನೇಹಜೀವನ ಭಾಗವಹಿಸಲಿದ್ದಾರೆ ಎಂದರು. [44,371,458,397]
story2-body [44,316,458,426]
right-bottom-col-left: ರಾಯಚೂರು : ಇಲ್ಲಿನ ರಾಯಚೂರು ಮಹಾನಗರ ಪಾಲಿಕೆಯಿಂದ ಜಾರಿಯಲ್ಲಿರುವ ಪ್ರಧಾನಮಂತ್ರಿ ಆವಾಸ್ ಯೋಜನೆಯ ಉಪ ಘಟಕ ಎ.ಹೆಚ್.ಪಿ ರಡಿ 2,419 ಮನೆಗಳಿಗೆ ಪರಿಶಿಷ್ಟ ಜಾತಿ ಹಾಗೂ ಪರಿಶಿಷ್ಟ ಪಂಗಡದ ಫಲಾನುಭವಿಗಳನ್ನು ಆಯ್ಕೆ ಮಾಡುವ ಸಂಬಂಧ ಆಗಸ್ಟ್ 20ರ ಬೆಳಿಗ್ಗೆ 11.30ಕ್ಕೆ ನಗರದ ಹಳೆಯ ಜಿಲ್ಲಾಧಿಕಾರಿಗಳ ಕಚೇರಿ ಸಭಾಂಗಣದಲ್ಲಿ ಸಭೆ ಹಮ್ಮಿಕೊಳ್ಳಲಾಗಿದ್ದು, ಸಭೆಗೆ ಪರಿಶಿಷ್ಟ ಜಾತಿ ಹಾಗೂ ಪರಿಶಿಷ್ಟ ಪಂಗಡಗಳ ಅಭಿವೃದ್ಧಿ ಪರ ಸಂಘ–ಸಂಸ್ಥೆಗಳ ಅಧ್ಯಕ್ಷರು ಹಾಗೂ ಕಾರ್ಯದರ್ಶಿಗಳು ಭಾಗವಹಿಸಿ ಯಶಸ್ವಿಗೊಳಿಸಬೇಕೆಂದು ಕೋರಲಾಗಿದೆ. ಪ್ರಧಾನಮಂತ್ರಿ ಆವಾಸ್ ಯೋಜನೆಯ ಉಪಘಟಕ ಎ.ಹೆಚ್.ಪಿ ರಡಿ ಒಟ್ಟು 2,419 ಮನೆಗಳ ನಿರ್ಮಾಣ ಪೂರ್ಣಗೊಂಡಿದ್ದು, ಇದರಲ್ಲಿ ನಗರದ ಬಡ ಜನತೆಗೆ ವಸತಿ ರಹಿತರಿಗೆ ಸೌಲಭ್ಯ ಕಲ್ಪಿಸುವ ಅತಿ ಮಹತ್ವಾಕಾಂಕ್ಷಿ [478,1192,692,1336]
right-mid-kicker: ಬಿಸಿಲವಾಣಿ ವಾರ್ತೆ [478,611,538,622]
